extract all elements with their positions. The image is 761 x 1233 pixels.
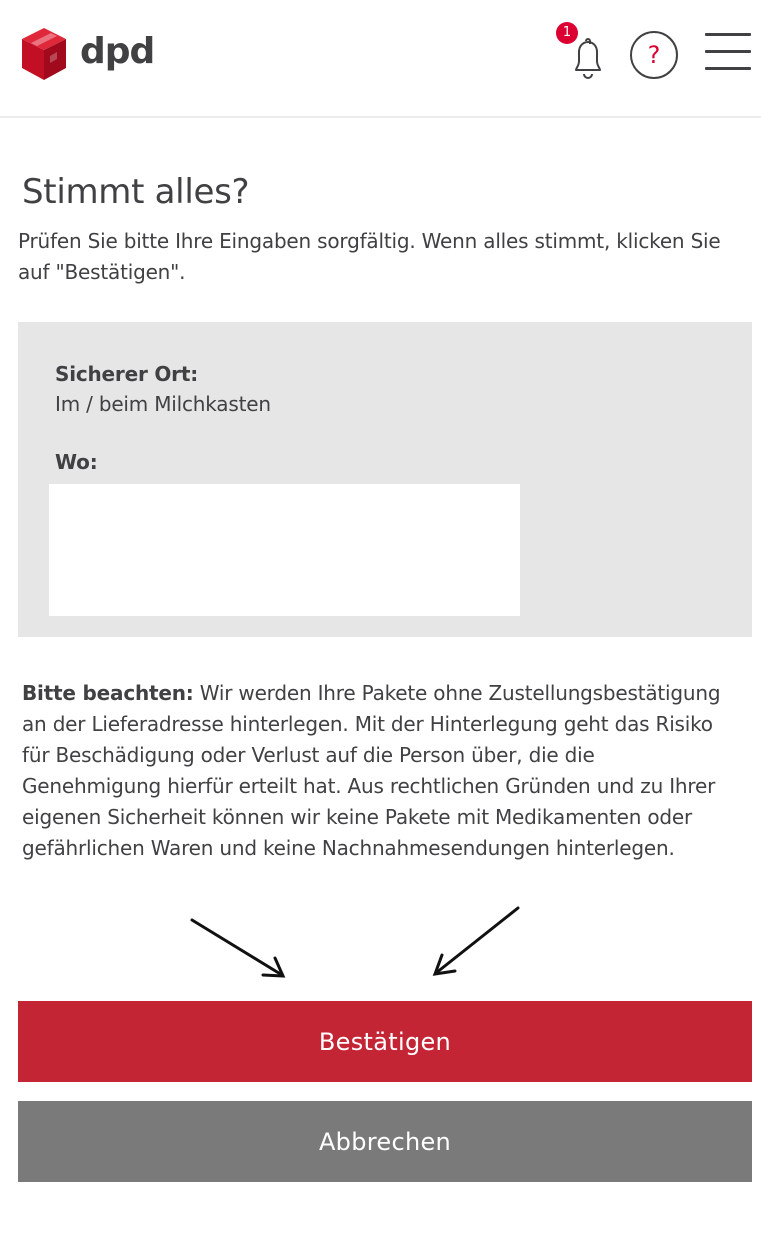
notice-bold: Bitte beachten:: [22, 681, 194, 705]
safe-place-label: Sicherer Ort:: [55, 362, 198, 386]
dpd-cube-logo-icon: [20, 26, 68, 82]
redacted-area: [49, 484, 520, 616]
hamburger-menu-icon[interactable]: [705, 33, 751, 73]
location-label: Wo:: [55, 450, 98, 474]
arrow-right-icon: [436, 908, 518, 973]
logo-wordmark: dpd: [80, 31, 155, 72]
notice-body: Wir werden Ihre Pakete ohne Zustellungsbestätigung an der Lieferadresse hinterlegen. Mit der Hinterlegung geht das Risiko für Beschädigung oder Verlust auf die Person über, die die Genehmigung hierfür erteilt hat. Aus rechtlichen Gründen und zu Ihrer eigenen Sicherheit können wir keine Pakete mit Medikamenten oder gefährlichen Waren und keine Nachnahmesendungen hinterlegen.: [22, 681, 721, 860]
notifications-button[interactable]: [556, 22, 608, 82]
arrow-left-head-icon: [263, 958, 283, 976]
confirm-button[interactable]: Bestätigen: [18, 1001, 752, 1082]
cancel-button[interactable]: Abbrechen: [18, 1101, 752, 1182]
arrow-left-icon: [192, 920, 282, 975]
help-icon[interactable]: ?: [630, 31, 678, 79]
page-subtitle: Prüfen Sie bitte Ihre Eingaben sorgfältig. Wenn alles stimmt, klicken Sie auf "Bestätigen".: [18, 229, 721, 284]
summary-card: [18, 322, 752, 637]
dpd-logo[interactable]: [20, 26, 154, 82]
notification-badge: 1: [556, 22, 578, 44]
notice-text: [22, 678, 737, 864]
arrow-right-head-icon: [435, 955, 455, 974]
app-header: [0, 0, 761, 118]
safe-place-value: Im / beim Milchkasten: [55, 392, 271, 416]
page-title: Stimmt alles?: [22, 172, 250, 212]
